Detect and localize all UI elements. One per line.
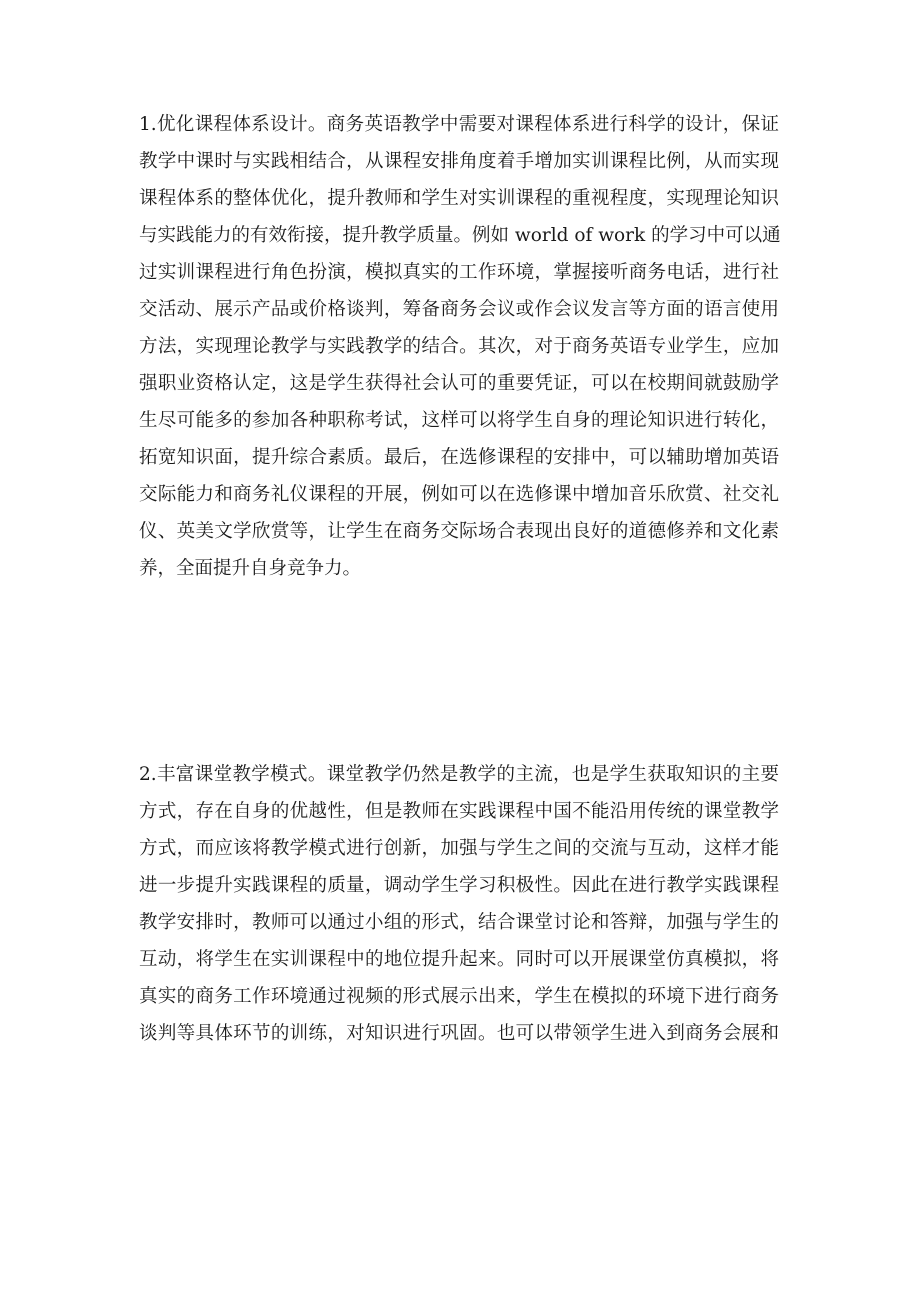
text-line: 互动，将学生在实训课程中的地位提升起来。同时可以开展课堂仿真模拟，将 [139,949,779,970]
text-line: 2.丰富课堂教学模式。课堂教学仍然是教学的主流，也是学生获取知识的主要 [139,764,779,785]
text-line: 真实的商务工作环境通过视频的形式展示出来，学生在模拟的环境下进行商务 [139,986,779,1007]
text-line: 课程体系的整体优化，提升教师和学生对实训课程的重视程度，实现理论知识 [139,188,779,209]
text-line: 交际能力和商务礼仪课程的开展，例如可以在选修课中增加音乐欣赏、社交礼 [139,484,779,505]
text-line: 方式，而应该将教学模式进行创新，加强与学生之间的交流与互动，这样才能 [139,838,779,859]
text-line: 进一步提升实践课程的质量，调动学生学习积极性。因此在进行教学实践课程 [139,875,779,896]
text-line: 拓宽知识面，提升综合素质。最后，在选修课程的安排中，可以辅助增加英语 [139,447,779,468]
text-line: 与实践能力的有效衔接，提升教学质量。例如 world of work 的学习中可以通 [139,225,781,246]
text-line: 1.优化课程体系设计。商务英语教学中需要对课程体系进行科学的设计，保证 [139,114,779,135]
text-line: 谈判等具体环节的训练，对知识进行巩固。也可以带领学生进入到商务会展和 [139,1023,779,1044]
text-line: 教学安排时，教师可以通过小组的形式，结合课堂讨论和答辩，加强与学生的 [139,912,779,933]
paragraph-curriculum-design [139,106,779,587]
text-line: 交活动、展示产品或价格谈判，筹备商务会议或作会议发言等方面的语言使用 [139,299,779,320]
text-line: 仪、英美文学欣赏等，让学生在商务交际场合表现出良好的道德修养和文化素 [139,521,779,542]
text-line: 养，全面提升自身竞争力。 [139,558,362,579]
text-line: 教学中课时与实践相结合，从课程安排角度着手增加实训课程比例，从而实现 [139,151,779,172]
text-line: 过实训课程进行角色扮演，模拟真实的工作环境，掌握接听商务电话，进行社 [139,262,779,283]
text-line: 方式，存在自身的优越性，但是教师在实践课程中国不能沿用传统的课堂教学 [139,801,779,822]
text-line: 强职业资格认定，这是学生获得社会认可的重要凭证，可以在校期间就鼓励学 [139,373,779,394]
text-line: 生尽可能多的参加各种职称考试，这样可以将学生自身的理论知识进行转化， [139,410,779,431]
paragraph-classroom-teaching-mode [139,756,779,1052]
text-line: 方法，实现理论教学与实践教学的结合。其次，对于商务英语专业学生，应加 [139,336,779,357]
